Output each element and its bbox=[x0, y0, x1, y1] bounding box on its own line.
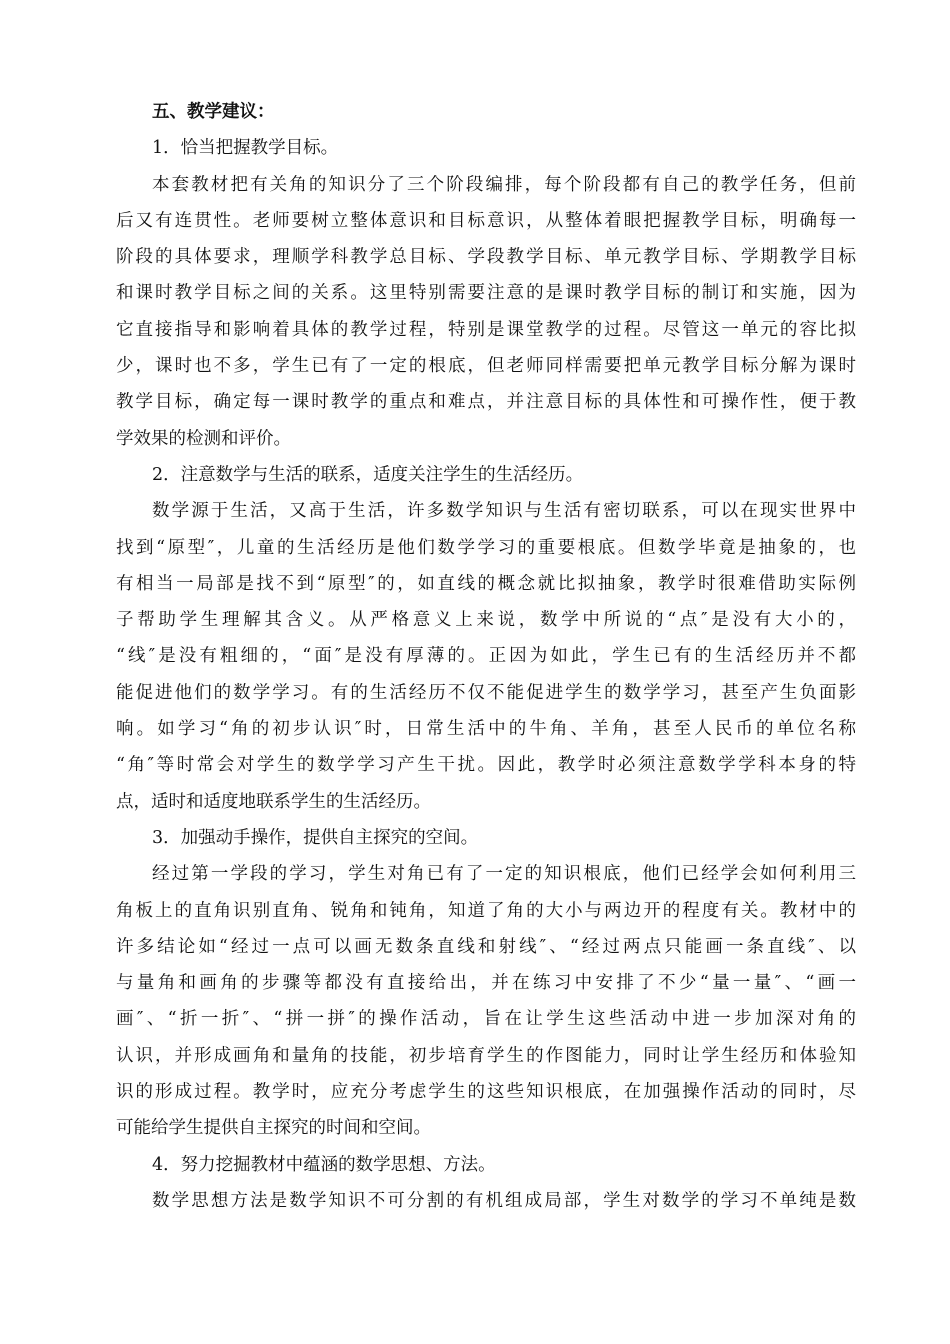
paragraph-line: “角″等时常会对学生的数学学习产生干扰。因此，教学时必须注意数学学科本身的特 bbox=[116, 755, 856, 776]
paragraph-line: 可能给学生提供自主探究的时间和空间。 bbox=[116, 1118, 431, 1139]
paragraph-line: “线″是没有粗细的，“面″是没有厚薄的。正因为如此，学生已有的生活经历并不都 bbox=[116, 646, 856, 667]
paragraph-line: 与量角和画角的步骤等都没有直接给出，并在练习中安排了不少“量一量″、“画一 bbox=[116, 973, 856, 994]
paragraph-line: 学效果的检测和评价。 bbox=[116, 428, 291, 449]
paragraph-line: 数学思想方法是数学知识不可分割的有机组成局部，学生对数学的学习不单纯是数 bbox=[152, 1190, 856, 1211]
paragraph-line: 数学源于生活，又高于生活，许多数学知识与生活有密切联系，可以在现实世界中 bbox=[152, 501, 856, 522]
section-title: 4．努力挖掘教材中蕴涵的数学思想、方法。 bbox=[152, 1154, 496, 1175]
paragraph-line: 许多结论如“经过一点可以画无数条直线和射线″、“经过两点只能画一条直线″、以 bbox=[116, 936, 856, 957]
section-title: 3．加强动手操作，提供自主探究的空间。 bbox=[152, 827, 479, 848]
paragraph-line: 识的形成过程。教学时，应充分考虑学生的这些知识根底，在加强操作活动的同时，尽 bbox=[116, 1082, 856, 1103]
document-page bbox=[116, 94, 856, 1219]
section-2 bbox=[116, 457, 856, 820]
paragraph-line: 它直接指导和影响着具体的教学过程，特别是课堂教学的过程。尽管这一单元的容比拟 bbox=[116, 319, 856, 340]
paragraph-line: 经过第一学段的学习，学生对角已有了一定的知识根底，他们已经学会如何利用三 bbox=[152, 864, 856, 885]
paragraph-line: 响。如学习“角的初步认识″时，日常生活中的牛角、羊角，甚至人民币的单位名称 bbox=[116, 719, 856, 740]
section-title: 2．注意数学与生活的联系，适度关注学生的生活经历。 bbox=[152, 464, 584, 485]
paragraph-line: 找到“原型″，儿童的生活经历是他们数学学习的重要根底。但数学毕竟是抽象的，也 bbox=[116, 537, 856, 558]
section-1 bbox=[116, 130, 856, 457]
section-4 bbox=[116, 1147, 856, 1220]
paragraph-line: 点，适时和适度地联系学生的生活经历。 bbox=[116, 791, 431, 812]
paragraph-line: 能促进他们的数学学习。有的生活经历不仅不能促进学生的数学学习，甚至产生负面影 bbox=[116, 682, 856, 703]
paragraph-line: 有相当一局部是找不到“原型″的，如直线的概念就比拟抽象，教学时很难借助实际例 bbox=[116, 573, 856, 594]
paragraph-line: 和课时教学目标之间的关系。这里特别需要注意的是课时教学目标的制订和实施，因为 bbox=[116, 283, 856, 304]
paragraph-line: 画″、“折一折″、“拼一拼″的操作活动，旨在让学生这些活动中进一步加深对角的 bbox=[116, 1009, 856, 1030]
section-3 bbox=[116, 820, 856, 1147]
section-heading: 五、教学建议： bbox=[152, 102, 275, 122]
paragraph-line: 本套教材把有关角的知识分了三个阶段编排，每个阶段都有自己的教学任务，但前 bbox=[152, 174, 856, 195]
paragraph-line: 教学目标，确定每一课时教学的重点和难点，并注意目标的具体性和可操作性，便于教 bbox=[116, 392, 856, 413]
paragraph-line: 认识，并形成画角和量角的技能，初步培育学生的作图能力，同时让学生经历和体验知 bbox=[116, 1045, 856, 1066]
section-title: 1．恰当把握教学目标。 bbox=[152, 138, 339, 159]
paragraph-line: 角板上的直角识别直角、锐角和钝角，知道了角的大小与两边开的程度有关。教材中的 bbox=[116, 900, 856, 921]
paragraph-line: 阶段的具体要求，理顺学科教学总目标、学段教学目标、单元教学目标、学期教学目标 bbox=[116, 247, 856, 268]
paragraph-line: 后又有连贯性。老师要树立整体意识和目标意识，从整体着眼把握教学目标，明确每一 bbox=[116, 210, 856, 231]
paragraph-line: 子帮助学生理解其含义。从严格意义上来说，数学中所说的“点″是没有大小的， bbox=[116, 610, 856, 631]
paragraph-line: 少，课时也不多，学生已有了一定的根底，但老师同样需要把单元教学目标分解为课时 bbox=[116, 356, 856, 377]
